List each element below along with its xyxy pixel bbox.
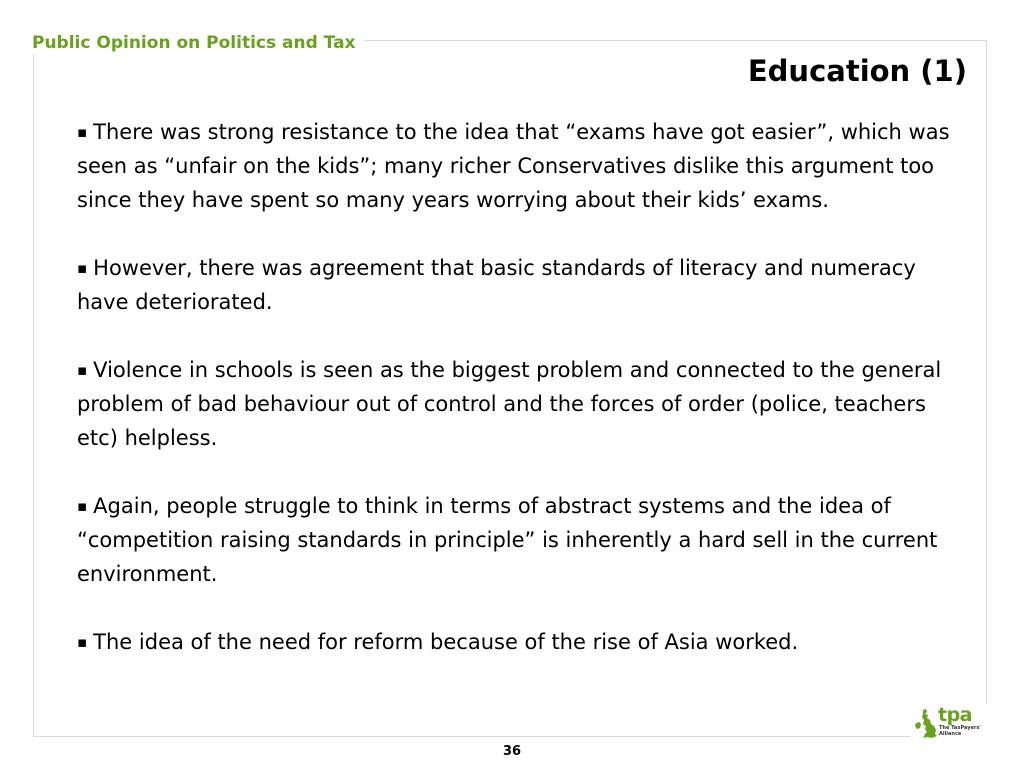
logo-subtitle: The TaxPayers' Alliance [939,725,981,737]
bullet-list [77,115,957,659]
bullet-item [77,251,957,319]
bullet-item [77,115,957,217]
tpa-logo [910,704,988,744]
bullet-marker-icon: ▪ [77,259,88,277]
bullet-text: The idea of the need for reform because of the rise of Asia worked. [93,630,799,654]
bullet-text: However, there was agreement that basic standards of literacy and numeracy have deteriorated. [77,256,916,314]
bullet-marker-icon: ▪ [77,633,88,651]
bullet-marker-icon: ▪ [77,497,88,515]
logo-wordmark: tpa [938,704,973,726]
bullet-marker-icon: ▪ [77,361,88,379]
bullet-text: Violence in schools is seen as the biggest problem and connected to the general problem of bad behaviour out of control and the forces of order (police, teachers etc) helpless. [77,358,942,450]
bullet-text: Again, people struggle to think in terms of abstract systems and the idea of “competition raising standards in principle” is inherently a hard sell in the current environment. [77,494,938,586]
bullet-item [77,489,957,591]
bullet-text: There was strong resistance to the idea that “exams have got easier”, which was seen as “unfair on the kids”; many richer Conservatives dislike this argument too since they have spent so many years worrying about their kids’ exams. [77,120,950,212]
page-title: Education (1) [747,54,967,88]
section-label: Public Opinion on Politics and Tax [28,32,364,54]
uk-map-icon [914,708,940,740]
bullet-item [77,353,957,455]
bullet-item [77,625,957,659]
page-number: 36 [502,744,522,759]
bullet-marker-icon: ▪ [77,123,88,141]
